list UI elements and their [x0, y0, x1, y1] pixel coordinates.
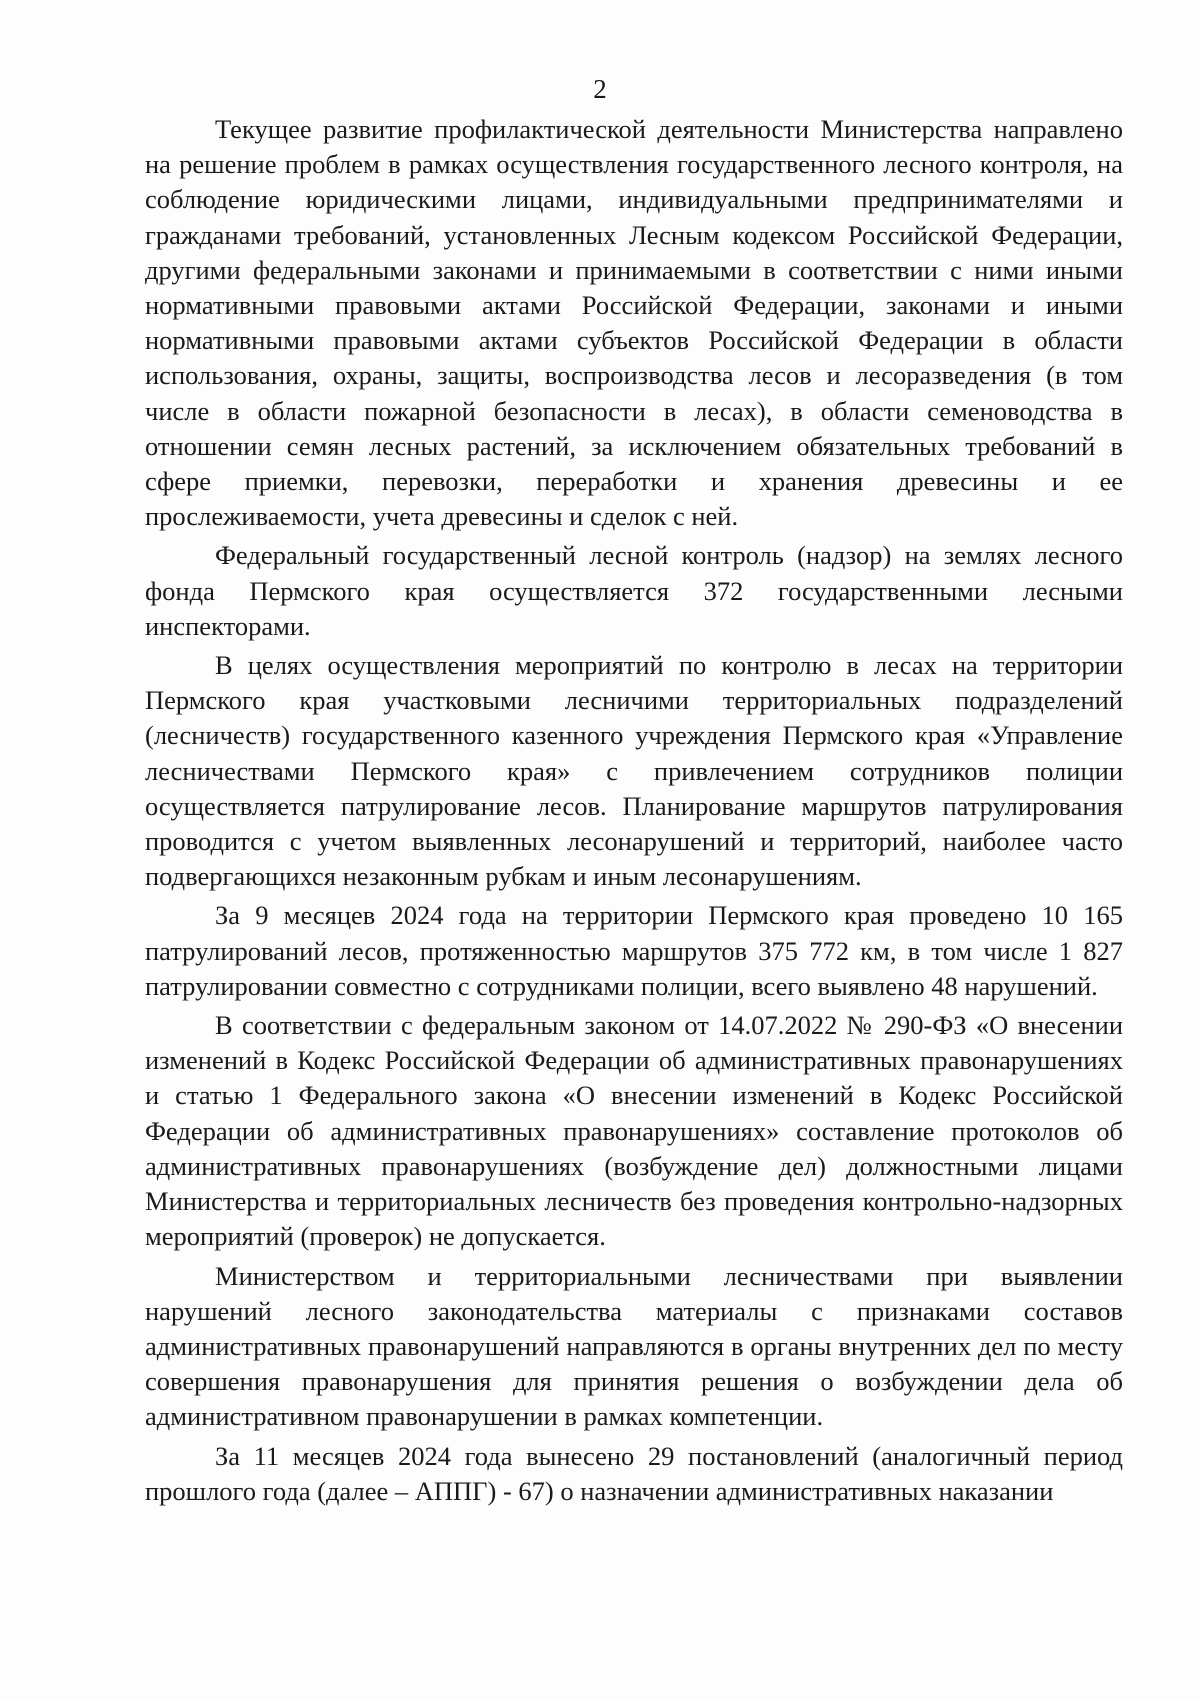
- document-body: [145, 112, 1123, 1513]
- paragraph-patrol-statistics: За 9 месяцев 2024 года на территории Пермского края проведено 10 165 патрулирований лесов, протяженностью маршрутов 375 772 км, в том числе 1 827 патрулировании совместно с сотрудниками полиции, всего выявлено 48 нарушений.: [145, 900, 1123, 1001]
- paragraph-materials-referral: Министерством и территориальными лесничествами при выявлении нарушений лесного законодательства материалы с признаками составов административных правонарушений направляются в органы внутренних дел по месту совершения правонарушения для принятия решения о возбуждении дела об административном правонарушении в рамках компетенции.: [145, 1260, 1123, 1432]
- paragraph-forest-inspectors: Федеральный государственный лесной контроль (надзор) на землях лесного фонда Пермского края осуществляется 372 государственными лесными инспекторами.: [145, 540, 1123, 641]
- paragraph-resolutions: За 11 месяцев 2024 года вынесено 29 постановлений (аналогичный период прошлого года (далее – АППГ) - 67) о назначении административных наказании: [145, 1440, 1123, 1506]
- paragraph-forest-patrolling: В целях осуществления мероприятий по контролю в лесах на территории Пермского края участковыми лесничими территориальных подразделений (лесничеств) государственного казенного учреждения Пермского края «Управление лесничествами Пермского края» с привлечением сотрудников полиции осуществляется патрулирование лесов. Планирование маршрутов патрулирования проводится с учетом выявленных лесонарушений и территорий, наиболее часто подвергающихся незаконным рубкам и иным лесонарушениям.: [145, 650, 1123, 892]
- paragraph-federal-law: В соответствии с федеральным законом от 14.07.2022 № 290-ФЗ «О внесении изменений в Кодекс Российской Федерации об административных правонарушениях и статью 1 Федерального закона «О внесении изменений в Кодекс Российской Федерации об административных правонарушениях» составление протоколов об административных правонарушениях (возбуждение дел) должностными лицами Министерства и территориальных лесничеств без проведения контрольно-надзорных мероприятий (проверок) не допускается.: [145, 1010, 1123, 1252]
- paragraph-prevention-activity: Текущее развитие профилактической деятельности Министерства направлено на решение проблем в рамках осуществления государственного лесного контроля, на соблюдение юридическими лицами, индивидуальными предпринимателями и гражданами требований, установленных Лесным кодексом Российской Федерации, другими федеральными законами и принимаемыми в соответствии с ними иными нормативными правовыми актами Российской Федерации, законами и иными нормативными правовыми актами субъектов Российской Федерации в области использования, охраны, защиты, воспроизводства лесов и лесоразведения (в том числе в области пожарной безопасности в лесах), в области семеноводства в отношении семян лесных растений, за исключением обязательных требований в сфере приемки, перевозки, переработки и хранения древесины и ее прослеживаемости, учета древесины и сделок с ней.: [145, 114, 1123, 532]
- page-number: 2: [593, 74, 607, 104]
